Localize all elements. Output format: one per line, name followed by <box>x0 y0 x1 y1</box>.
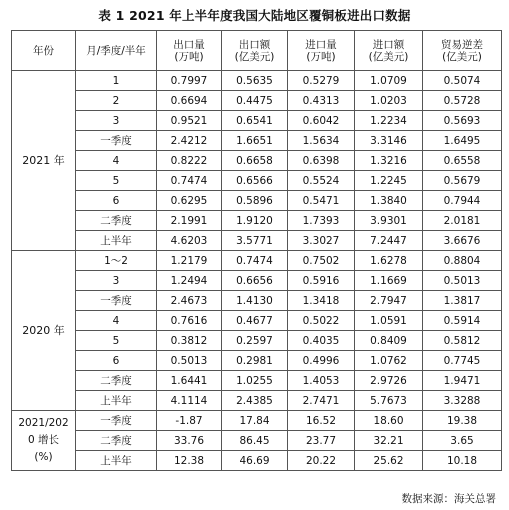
value-cell: 0.2597 <box>222 331 288 351</box>
value-cell: 2.1991 <box>157 211 222 231</box>
period-cell: 2 <box>76 91 157 111</box>
period-cell: 5 <box>76 171 157 191</box>
value-cell: 0.4475 <box>222 91 288 111</box>
value-cell: 0.6694 <box>157 91 222 111</box>
table-row <box>12 251 502 271</box>
period-cell: 3 <box>76 271 157 291</box>
value-cell: -1.87 <box>157 411 222 431</box>
value-cell: 3.3146 <box>355 131 423 151</box>
value-cell: 0.5279 <box>288 71 355 91</box>
value-cell: 1.9471 <box>423 371 502 391</box>
value-cell: 0.5074 <box>423 71 502 91</box>
value-cell: 0.5812 <box>423 331 502 351</box>
table-row <box>12 311 502 331</box>
value-cell: 0.5471 <box>288 191 355 211</box>
value-cell: 0.6566 <box>222 171 288 191</box>
period-cell: 1～2 <box>76 251 157 271</box>
value-cell: 0.5728 <box>423 91 502 111</box>
value-cell: 0.6558 <box>423 151 502 171</box>
table-row <box>12 131 502 151</box>
period-cell: 二季度 <box>76 371 157 391</box>
period-cell: 1 <box>76 71 157 91</box>
year-cell: 2020 年 <box>12 251 76 411</box>
value-cell: 0.6042 <box>288 111 355 131</box>
table-row <box>12 431 502 451</box>
value-cell: 2.9726 <box>355 371 423 391</box>
period-cell: 5 <box>76 331 157 351</box>
period-cell: 6 <box>76 351 157 371</box>
period-cell: 4 <box>76 151 157 171</box>
value-cell: 32.21 <box>355 431 423 451</box>
growth-label-cell: 2021/202 0 增长 (%) <box>12 411 76 471</box>
value-cell: 0.4313 <box>288 91 355 111</box>
value-cell: 0.8222 <box>157 151 222 171</box>
value-cell: 1.1669 <box>355 271 423 291</box>
table-row <box>12 191 502 211</box>
table-row <box>12 211 502 231</box>
value-cell: 1.4053 <box>288 371 355 391</box>
value-cell: 0.5916 <box>288 271 355 291</box>
table-row <box>12 371 502 391</box>
value-cell: 0.2981 <box>222 351 288 371</box>
period-cell: 一季度 <box>76 411 157 431</box>
value-cell: 1.0762 <box>355 351 423 371</box>
table-row <box>12 351 502 371</box>
value-cell: 0.6656 <box>222 271 288 291</box>
value-cell: 0.5013 <box>157 351 222 371</box>
value-cell: 17.84 <box>222 411 288 431</box>
value-cell: 1.9120 <box>222 211 288 231</box>
table-row <box>12 71 502 91</box>
value-cell: 18.60 <box>355 411 423 431</box>
trade-data-table <box>11 30 502 471</box>
table-row <box>12 291 502 311</box>
table-row <box>12 391 502 411</box>
value-cell: 3.3288 <box>423 391 502 411</box>
value-cell: 16.52 <box>288 411 355 431</box>
value-cell: 0.4996 <box>288 351 355 371</box>
table-row <box>12 331 502 351</box>
value-cell: 33.76 <box>157 431 222 451</box>
header-export-val: 出口额 (亿美元) <box>222 31 288 71</box>
value-cell: 0.7616 <box>157 311 222 331</box>
value-cell: 1.6441 <box>157 371 222 391</box>
value-cell: 0.5013 <box>423 271 502 291</box>
value-cell: 19.38 <box>423 411 502 431</box>
value-cell: 20.22 <box>288 451 355 471</box>
value-cell: 1.6495 <box>423 131 502 151</box>
value-cell: 4.6203 <box>157 231 222 251</box>
period-cell: 二季度 <box>76 211 157 231</box>
table-row <box>12 171 502 191</box>
value-cell: 0.5524 <box>288 171 355 191</box>
value-cell: 1.2494 <box>157 271 222 291</box>
value-cell: 1.5634 <box>288 131 355 151</box>
value-cell: 0.3812 <box>157 331 222 351</box>
table-title: 表 1 2021 年上半年度我国大陆地区覆铜板进出口数据 <box>98 8 411 23</box>
value-cell: 5.7673 <box>355 391 423 411</box>
table-row <box>12 231 502 251</box>
value-cell: 2.7471 <box>288 391 355 411</box>
value-cell: 0.6398 <box>288 151 355 171</box>
value-cell: 3.3027 <box>288 231 355 251</box>
value-cell: 3.6676 <box>423 231 502 251</box>
value-cell: 3.9301 <box>355 211 423 231</box>
value-cell: 0.5914 <box>423 311 502 331</box>
year-cell: 2021 年 <box>12 71 76 251</box>
value-cell: 25.62 <box>355 451 423 471</box>
value-cell: 0.7944 <box>423 191 502 211</box>
table-row <box>12 411 502 431</box>
value-cell: 1.2179 <box>157 251 222 271</box>
table-row <box>12 451 502 471</box>
value-cell: 4.1114 <box>157 391 222 411</box>
value-cell: 0.6658 <box>222 151 288 171</box>
value-cell: 0.7502 <box>288 251 355 271</box>
value-cell: 0.9521 <box>157 111 222 131</box>
value-cell: 1.3817 <box>423 291 502 311</box>
value-cell: 1.3840 <box>355 191 423 211</box>
value-cell: 10.18 <box>423 451 502 471</box>
period-cell: 一季度 <box>76 291 157 311</box>
value-cell: 0.6541 <box>222 111 288 131</box>
value-cell: 0.7474 <box>157 171 222 191</box>
table-row <box>12 151 502 171</box>
table-row <box>12 111 502 131</box>
value-cell: 0.4035 <box>288 331 355 351</box>
value-cell: 1.3216 <box>355 151 423 171</box>
period-cell: 6 <box>76 191 157 211</box>
value-cell: 0.7474 <box>222 251 288 271</box>
value-cell: 1.4130 <box>222 291 288 311</box>
value-cell: 0.7997 <box>157 71 222 91</box>
period-cell: 3 <box>76 111 157 131</box>
value-cell: 0.4677 <box>222 311 288 331</box>
period-cell: 4 <box>76 311 157 331</box>
header-trade-deficit: 贸易逆差 (亿美元) <box>423 31 502 71</box>
period-cell: 上半年 <box>76 231 157 251</box>
period-cell: 上半年 <box>76 451 157 471</box>
table-row <box>12 271 502 291</box>
header-period: 月/季度/半年 <box>76 31 157 71</box>
value-cell: 3.65 <box>423 431 502 451</box>
data-source: 数据来源：海关总署 <box>401 493 496 505</box>
header-row <box>12 31 502 71</box>
value-cell: 2.4212 <box>157 131 222 151</box>
value-cell: 7.2447 <box>355 231 423 251</box>
period-cell: 二季度 <box>76 431 157 451</box>
value-cell: 3.5771 <box>222 231 288 251</box>
value-cell: 23.77 <box>288 431 355 451</box>
value-cell: 86.45 <box>222 431 288 451</box>
header-import-qty: 进口量 (万吨) <box>288 31 355 71</box>
value-cell: 1.6278 <box>355 251 423 271</box>
value-cell: 12.38 <box>157 451 222 471</box>
period-cell: 一季度 <box>76 131 157 151</box>
value-cell: 1.6651 <box>222 131 288 151</box>
value-cell: 1.0591 <box>355 311 423 331</box>
value-cell: 46.69 <box>222 451 288 471</box>
value-cell: 0.8409 <box>355 331 423 351</box>
value-cell: 0.5896 <box>222 191 288 211</box>
value-cell: 1.2245 <box>355 171 423 191</box>
value-cell: 1.0255 <box>222 371 288 391</box>
value-cell: 0.5022 <box>288 311 355 331</box>
value-cell: 1.7393 <box>288 211 355 231</box>
value-cell: 0.8804 <box>423 251 502 271</box>
table-row <box>12 91 502 111</box>
value-cell: 0.5635 <box>222 71 288 91</box>
value-cell: 2.0181 <box>423 211 502 231</box>
header-export-qty: 出口量 (万吨) <box>157 31 222 71</box>
value-cell: 2.7947 <box>355 291 423 311</box>
value-cell: 0.6295 <box>157 191 222 211</box>
value-cell: 1.0203 <box>355 91 423 111</box>
header-year: 年份 <box>12 31 76 71</box>
period-cell: 上半年 <box>76 391 157 411</box>
value-cell: 1.2234 <box>355 111 423 131</box>
value-cell: 2.4673 <box>157 291 222 311</box>
value-cell: 0.5693 <box>423 111 502 131</box>
value-cell: 0.5679 <box>423 171 502 191</box>
value-cell: 2.4385 <box>222 391 288 411</box>
value-cell: 1.0709 <box>355 71 423 91</box>
header-import-val: 进口额 (亿美元) <box>355 31 423 71</box>
value-cell: 0.7745 <box>423 351 502 371</box>
value-cell: 1.3418 <box>288 291 355 311</box>
